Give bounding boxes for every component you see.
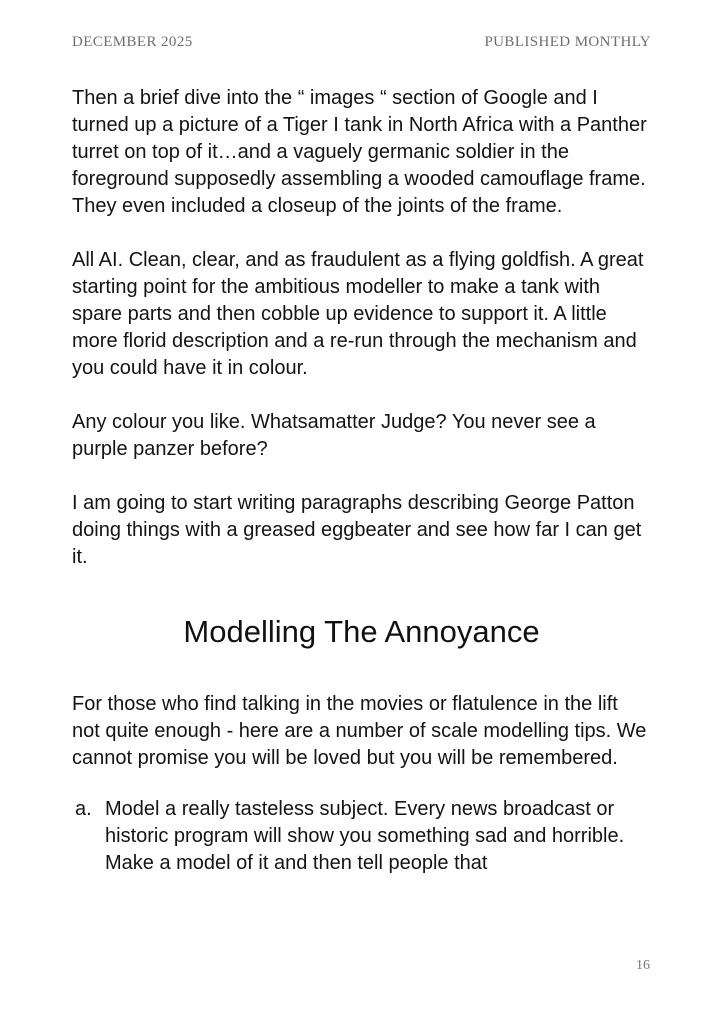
list-item-marker: a. [75,798,92,820]
body-paragraph: Any colour you like. Whatsamatter Judge? You never see a purple panzer before? [72,411,596,460]
page-number: 16 [636,958,650,973]
header-publication-note: PUBLISHED MONTHLY [484,34,651,50]
page-header [72,0,651,49]
body-paragraph: Then a brief dive into the “ images “ section of Google and I turned up a picture of a Tiger I tank in North Africa with a Panther turret on top of it…and a vaguely germanic soldier in the foreground supposedly assembling a wooded camouflage frame. They even included a closeup of the joints of the frame. [72,87,647,217]
body-paragraph: All AI. Clean, clear, and as fraudulent as a flying goldfish. A great starting point for the ambitious modeller to make a tank with spare parts and then cobble up evidence to support it. A little more florid description and a re-run through the mechanism and you could have it in colour. [72,249,644,379]
section-heading: Modelling The Annoyance [183,614,540,649]
header-issue-date: DECEMBER 2025 [72,34,193,50]
body-paragraph: I am going to start writing paragraphs describing George Patton doing things with a greased eggbeater and see how far I can get it. [72,492,642,568]
list-item-text: Model a really tasteless subject. Every news broadcast or historic program will show you something sad and horrible. Make a model of it and then tell people that [105,798,625,874]
tips-list [72,796,651,877]
article-body [72,85,651,877]
body-paragraph: For those who find talking in the movies or flatulence in the lift not quite enough - here are a number of scale modelling tips. We cannot promise you will be loved but you will be remembered. [72,693,647,769]
list-item [72,796,651,877]
